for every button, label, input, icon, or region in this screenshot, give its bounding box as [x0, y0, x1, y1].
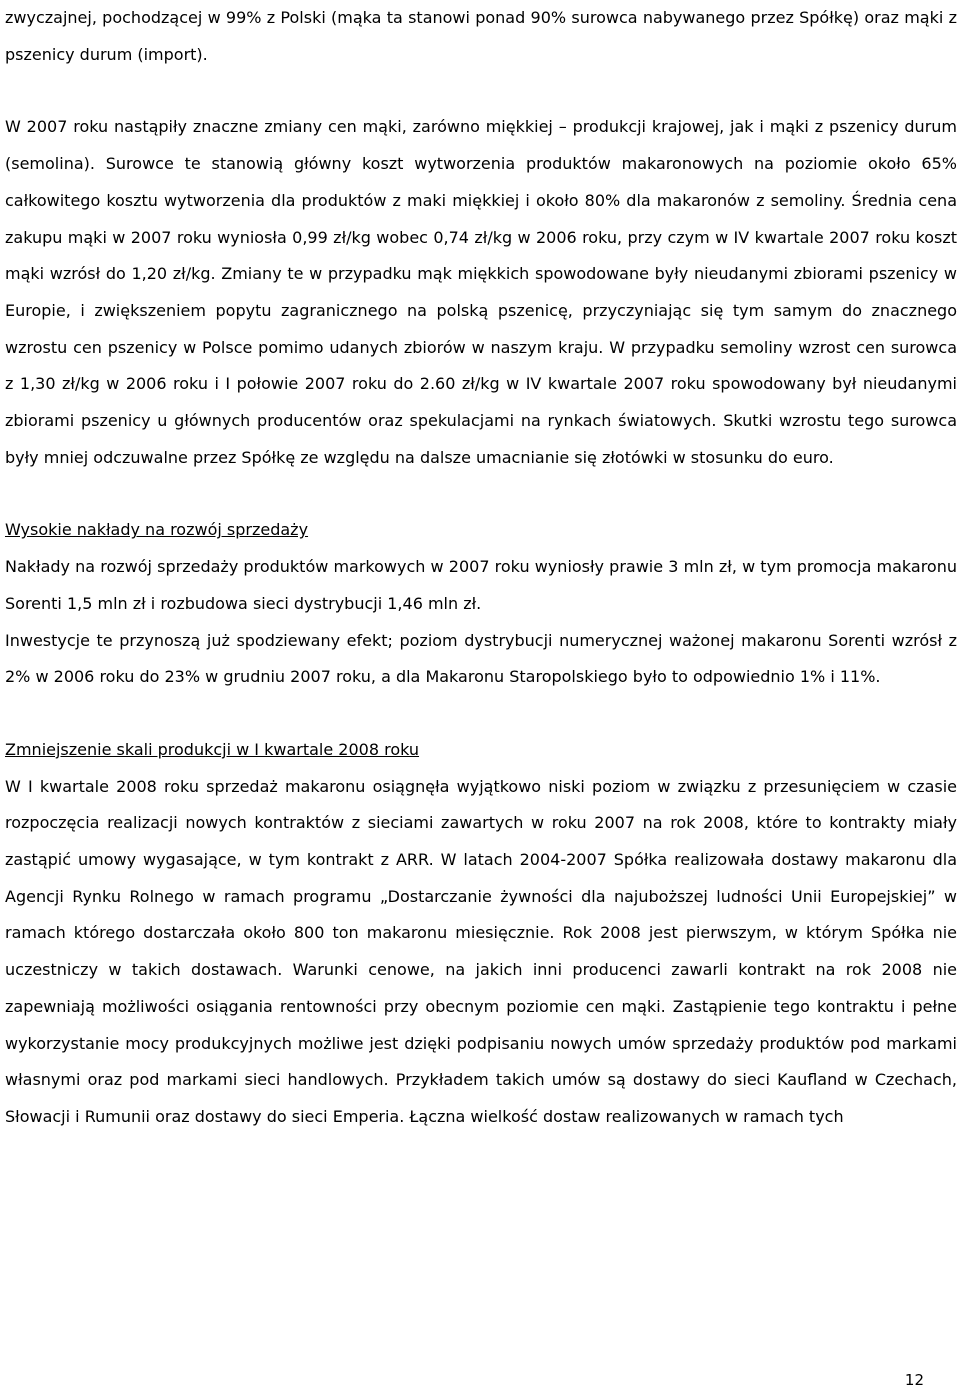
section-heading-sales-development: Wysokie nakłady na rozwój sprzedaży: [5, 520, 309, 540]
paragraph-production-reduction: W I kwartale 2008 roku sprzedaż makaronu osiągnęła wyjątkowo niski poziom w związku z przesunięciem w czasie rozpoczęcia realizacji nowych kontraktów z sieciami zawartych w roku 2007 na rok 2008, które to kontrakty miały zastąpić umowy wygasające, w tym kontrakt z ARR. W latach 2004-2007 Spółka realizowała dostawy makaronu dla Agencji Rynku Rolnego w ramach programu „Dostarczanie żywności dla najuboższej ludności Unii Europejskiej” w ramach którego dostarczała około 800 ton makaronu miesięcznie. Rok 2008 jest pierwszym, w którym Spółka nie uczestniczy w takich dostawach. Warunki cenowe, na jakich inni producenci zawarli kontrakt na rok 2008 nie zapewniają możliwości osiągania rentowności przy obecnym poziomie cen mąki. Zastąpienie tego kontraktu i pełne wykorzystanie mocy produkcyjnych możliwe jest dzięki podpisaniu nowych umów sprzedaży produktów pod markami własnymi oraz pod markami sieci handlowych. Przykładem takich umów są dostawy do sieci Kaufland w Czechach, Słowacji i Rumunii oraz dostawy do sieci Emperia. Łączna wielkość dostaw realizowanych w ramach tych: [5, 776, 957, 1126]
page-number: 12: [904, 1371, 924, 1389]
paragraph-sales-spending: Nakłady na rozwój sprzedaży produktów markowych w 2007 roku wyniosły prawie 3 mln zł, w tym promocja makaronu Sorenti 1,5 mln zł i rozbudowa sieci dystrybucji 1,46 mln zł.: [5, 557, 957, 613]
section-heading-production-reduction: Zmniejszenie skali produkcji w I kwartale 2008 roku: [5, 739, 420, 759]
paragraph-flour-prices: W 2007 roku nastąpiły znaczne zmiany cen mąki, zarówno miękkiej – produkcji krajowej, jak i mąki z pszenicy durum (semolina). Surowce te stanowią główny koszt wytworzenia produktów makaronowych na poziomie około 65% całkowitego kosztu wytworzenia dla produktów z maki miękkiej i około 80% dla makaronów z semoliny. Średnia cena zakupu mąki w 2007 roku wyniosła 0,99 zł/kg wobec 0,74 zł/kg w 2006 roku, przy czym w IV kwartale 2007 roku koszt mąki wzrósł do 1,20 zł/kg. Zmiany te w przypadku mąk miękkich spowodowane były nieudanymi zbiorami pszenicy w Europie, i zwiększeniem popytu zagranicznego na polską pszenicę, przyczyniając się tym samym do znacznego wzrostu cen pszenicy w Polsce pomimo udanych zbiorów w naszym kraju. W przypadku semoliny wzrost cen surowca z 1,30 zł/kg w 2006 roku i I połowie 2007 roku do 2.60 zł/kg w IV kwartale 2007 roku spowodowany był nieudanymi zbiorami pszenicy u głównych producentów oraz spekulacjami na rynkach światowych. Skutki wzrostu tego surowca były mniej odczuwalne przez Spółkę ze względu na dalsze umacnianie się złotówki w stosunku do euro.: [5, 117, 957, 467]
paragraph-flour-sources: zwyczajnej, pochodzącej w 99% z Polski (mąka ta stanowi ponad 90% surowca nabywanego przez Spółkę) oraz mąki z pszenicy durum (import).: [5, 8, 957, 64]
paragraph-gap: [5, 696, 957, 732]
paragraph-gap: [5, 476, 957, 512]
paragraph-gap: [5, 73, 957, 109]
paragraph-investment-effects: Inwestycje te przynoszą już spodziewany efekt; poziom dystrybucji numerycznej ważonej makaronu Sorenti wzrósł z 2% w 2006 roku do 23% w grudniu 2007 roku, a dla Makaronu Staropolskiego było to odpowiednio 1% i 11%.: [5, 630, 957, 687]
document-page: [5, 0, 957, 1136]
